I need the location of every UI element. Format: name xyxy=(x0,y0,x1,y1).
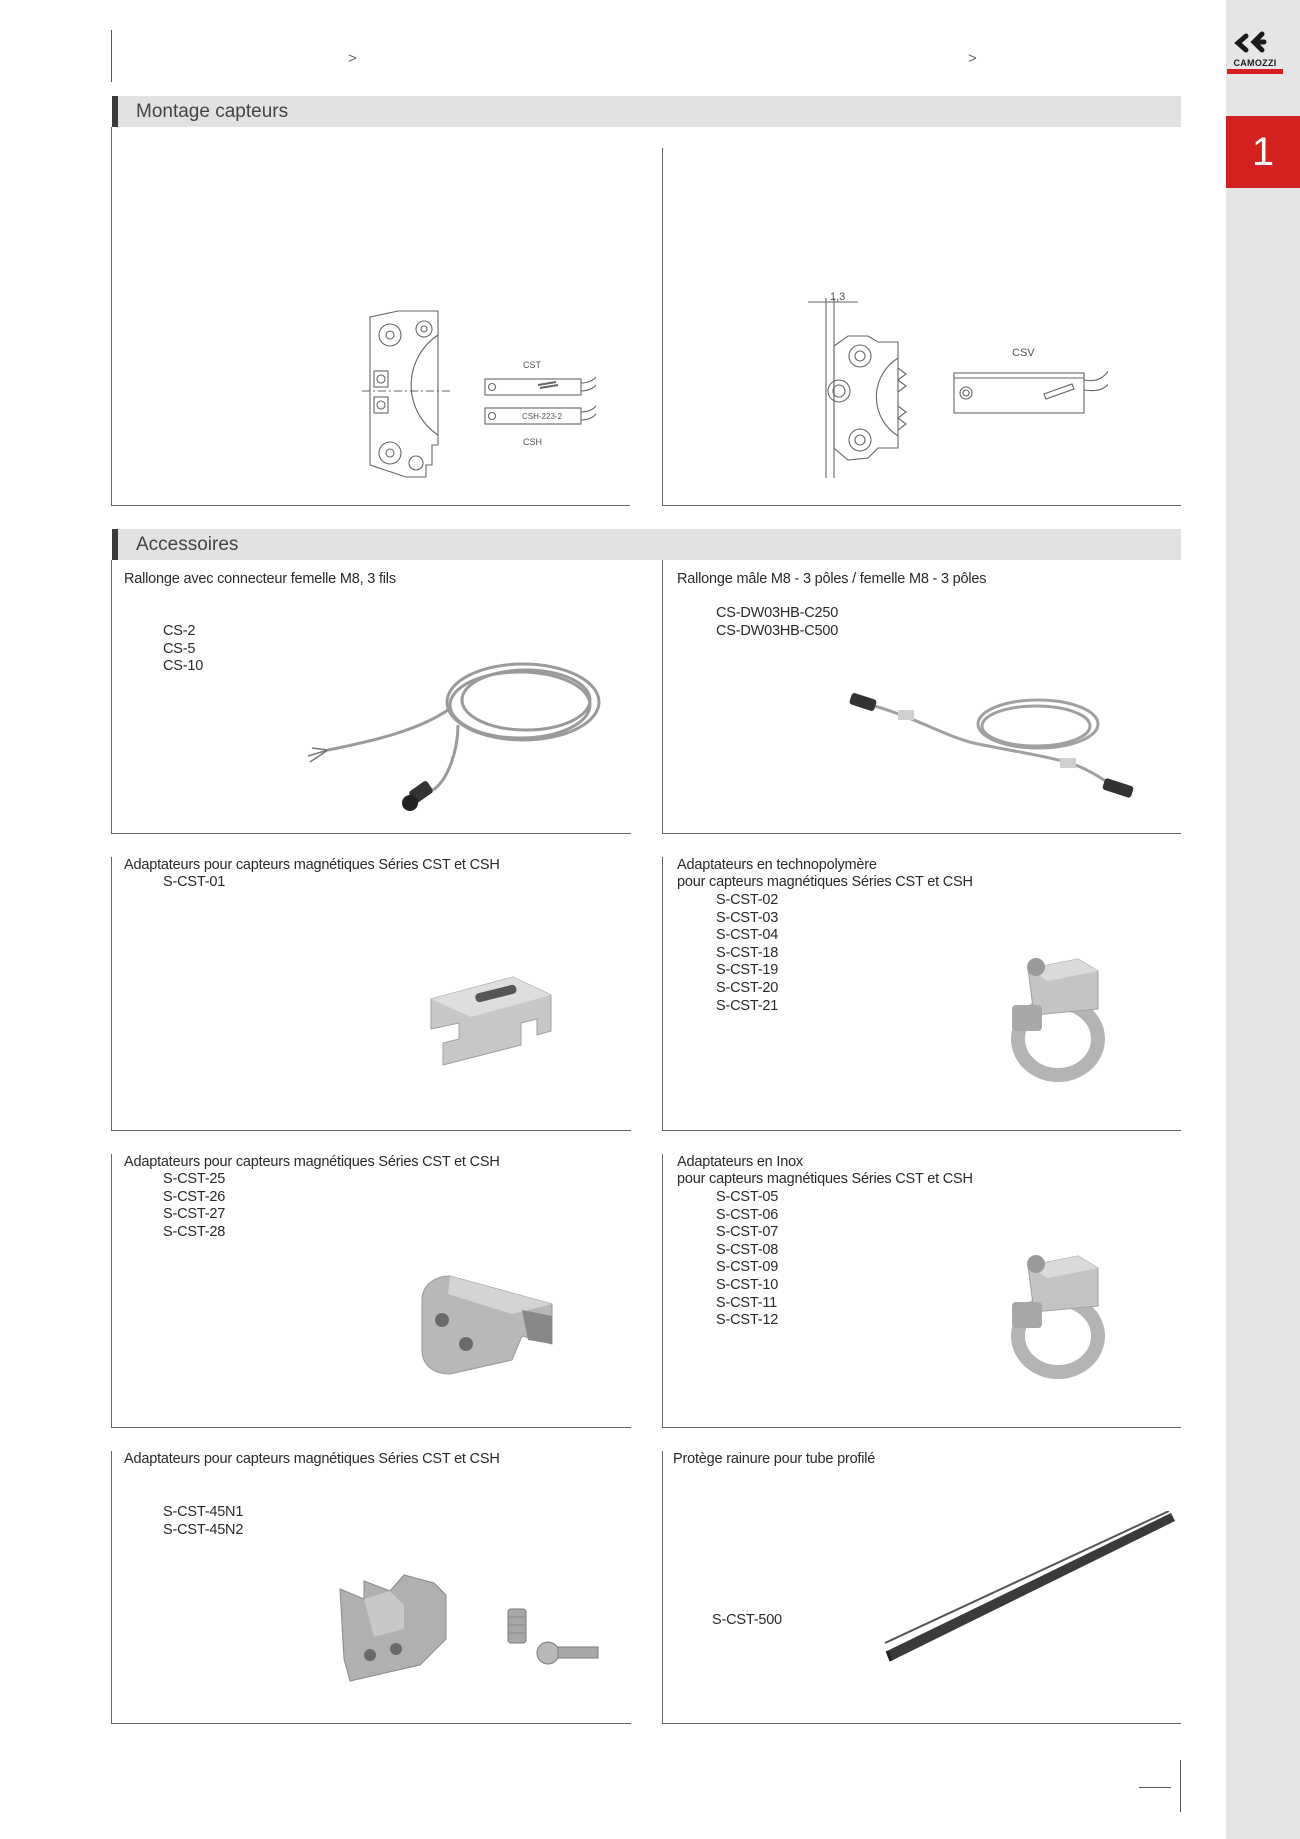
logo-red-bar xyxy=(1227,69,1283,74)
logo-text: CAMOZZI xyxy=(1233,58,1277,68)
drawing-label-csh: CSH xyxy=(523,437,543,447)
accessory-code: S-CST-06 xyxy=(716,1206,779,1223)
accessory-panel-cs xyxy=(111,560,631,834)
accessory-code: CS-10 xyxy=(163,658,204,675)
accessory-panel-s-cst-01 xyxy=(111,857,631,1131)
accessory-code: S-CST-07 xyxy=(716,1224,779,1241)
section-title: Montage capteurs xyxy=(136,101,289,122)
breadcrumb-separator: > xyxy=(348,50,357,67)
accessory-code-list xyxy=(716,1189,778,1330)
accessory-code: S-CST-20 xyxy=(716,979,779,996)
accessory-code: S-CST-26 xyxy=(163,1188,226,1205)
slot-cover-profile-image xyxy=(881,1511,1181,1671)
accessory-code: S-CST-03 xyxy=(716,909,779,926)
csv-mounting-drawing xyxy=(808,288,1108,493)
adapter-s-cst-25-image xyxy=(402,1264,562,1384)
accessory-panel-inox xyxy=(662,1154,1181,1428)
accessory-panel-s-cst-500 xyxy=(662,1451,1181,1724)
accessory-code: S-CST-25 xyxy=(163,1171,226,1187)
accessory-code-list xyxy=(712,1612,782,1630)
right-sidebar xyxy=(1226,0,1300,1839)
adapter-s-cst-01-image xyxy=(417,969,557,1069)
accessory-title: Rallonge avec connecteur femelle M8, 3 fils xyxy=(124,571,396,587)
accessory-code: CS-5 xyxy=(163,640,196,657)
accessory-title: Adaptateurs pour capteurs magnétiques Séries CST et CSH xyxy=(124,857,500,873)
accessory-code: S-CST-18 xyxy=(716,944,779,961)
drawing-part-mark: CSH-223-2 xyxy=(522,412,563,421)
accessory-code-list xyxy=(163,1171,225,1241)
accessory-code: S-CST-04 xyxy=(716,927,779,944)
accessory-code: S-CST-19 xyxy=(716,962,779,979)
drawing-dimension: 1,3 xyxy=(830,291,846,303)
accessory-subtitle: pour capteurs magnétiques Séries CST et CSH xyxy=(677,1171,973,1187)
adapter-clamp-inox-image xyxy=(998,1246,1118,1381)
accessory-code: CS-DW03HB-C500 xyxy=(716,622,839,639)
accessory-code: CS-2 xyxy=(163,623,196,639)
camozzi-logo-mark-icon xyxy=(1226,30,1284,60)
accessory-code-list xyxy=(716,605,838,640)
section-title: Accessoires xyxy=(136,534,239,555)
section-header-accessoires xyxy=(112,529,1181,560)
footer-line xyxy=(1139,1787,1171,1788)
accessory-code: S-CST-21 xyxy=(716,997,779,1014)
accessory-title: Adaptateurs en technopolymère xyxy=(677,857,877,873)
camozzi-logo xyxy=(1226,30,1300,78)
accessory-code: CS-DW03HB-C250 xyxy=(716,605,839,621)
section-marker xyxy=(112,529,118,560)
accessory-title: Adaptateurs pour capteurs magnétiques Séries CST et CSH xyxy=(124,1154,500,1170)
accessory-title: Adaptateurs en Inox xyxy=(677,1154,803,1170)
accessory-panel-technopolymere xyxy=(662,857,1181,1131)
accessory-code: S-CST-11 xyxy=(716,1294,777,1311)
accessory-code: S-CST-45N1 xyxy=(163,1504,244,1520)
accessory-code-list xyxy=(163,1504,243,1539)
drawing-label-csv: CSV xyxy=(1012,347,1035,359)
chapter-tab[interactable]: 1 xyxy=(1226,116,1300,188)
accessory-code: S-CST-02 xyxy=(716,892,779,908)
accessory-code: S-CST-28 xyxy=(163,1223,226,1240)
accessory-code: S-CST-05 xyxy=(716,1189,779,1205)
accessory-title: Rallonge mâle M8 - 3 pôles / femelle M8 - 3 pôles xyxy=(677,571,987,587)
accessory-panel-s-cst-45 xyxy=(111,1451,631,1724)
adapter-clamp-technopolymer-image xyxy=(998,949,1118,1084)
accessory-code: S-CST-09 xyxy=(716,1259,779,1276)
accessory-panel-s-cst-25 xyxy=(111,1154,631,1428)
footer-divider xyxy=(1180,1760,1181,1812)
accessory-subtitle: pour capteurs magnétiques Séries CST et CSH xyxy=(677,874,973,890)
accessory-panel-cs-dw xyxy=(662,560,1181,834)
section-header-montage xyxy=(112,96,1181,127)
accessory-code: S-CST-01 xyxy=(163,874,226,890)
accessory-title: Protège rainure pour tube profilé xyxy=(673,1451,876,1467)
accessory-code-list xyxy=(163,874,225,892)
accessory-code: S-CST-10 xyxy=(716,1276,779,1293)
accessory-code: S-CST-08 xyxy=(716,1241,779,1258)
accessory-code-list xyxy=(716,892,778,1015)
breadcrumb-separator: > xyxy=(968,50,977,67)
header-divider xyxy=(111,30,112,82)
cable-male-female-image xyxy=(838,688,1143,808)
accessory-code: S-CST-500 xyxy=(712,1612,782,1628)
cst-csh-mounting-drawing xyxy=(356,305,596,487)
drawing-label-cst: CST xyxy=(523,360,541,370)
montage-panel-right xyxy=(662,148,1181,506)
accessory-title: Adaptateurs pour capteurs magnétiques Séries CST et CSH xyxy=(124,1451,500,1467)
accessory-code: S-CST-27 xyxy=(163,1206,226,1223)
cable-female-connector-image xyxy=(308,650,608,825)
section-marker xyxy=(112,96,118,127)
accessory-code: S-CST-45N2 xyxy=(163,1521,244,1538)
accessory-code: S-CST-12 xyxy=(716,1312,779,1329)
accessory-code-list xyxy=(163,623,203,676)
adapter-s-cst-45-with-screws-image xyxy=(334,1569,614,1689)
montage-panel-left xyxy=(111,127,630,506)
